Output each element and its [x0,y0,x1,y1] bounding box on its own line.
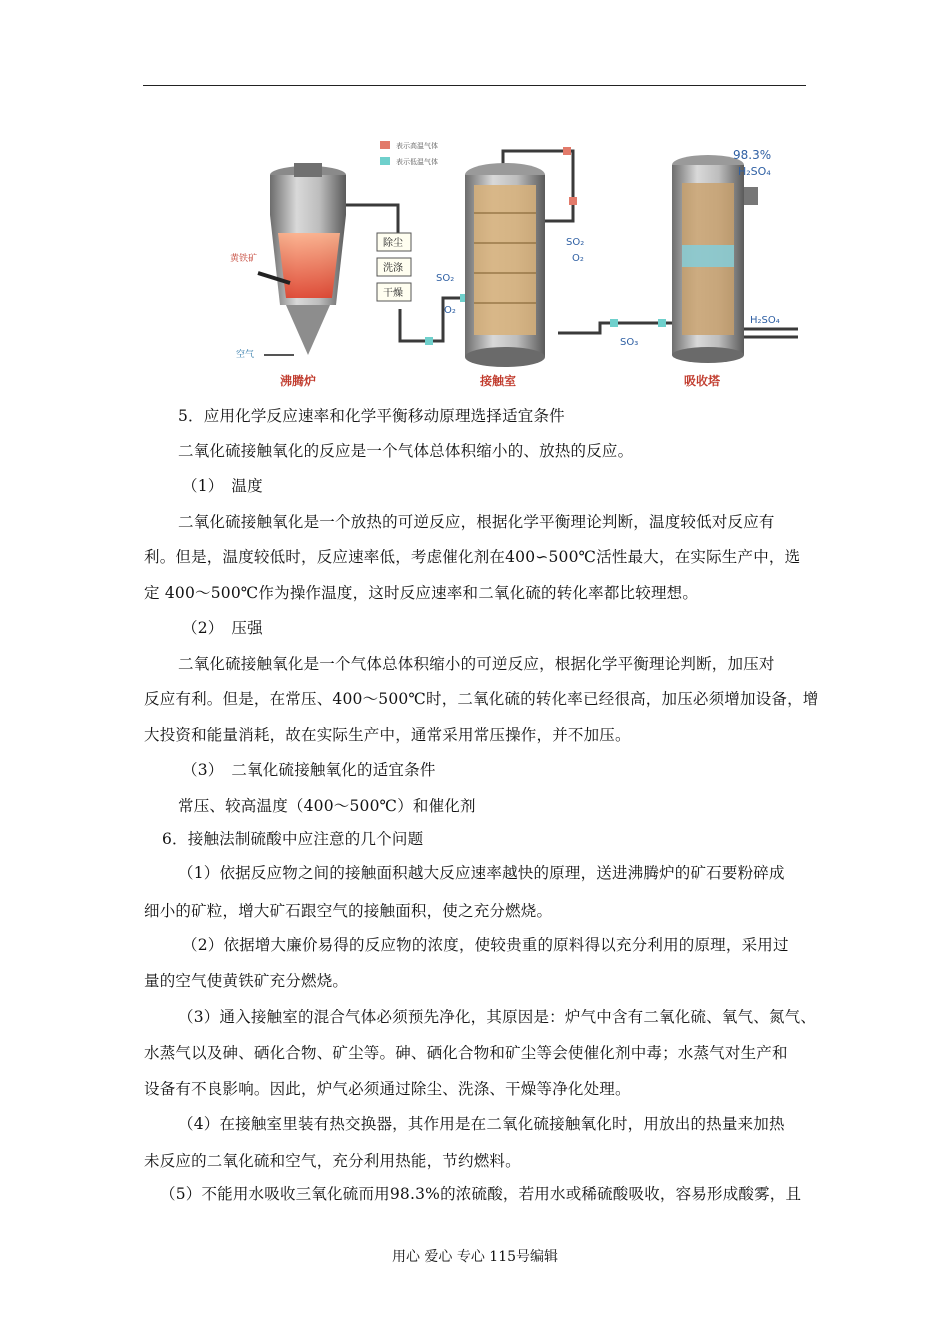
air-label: 空气 [236,350,255,360]
o2-in-label: O₂ [444,305,456,316]
boiling-furnace [270,163,346,355]
concentration-label: 98.3% [733,148,772,162]
section-6-heading: 6．接触法制硫酸中应注意的几个问题 [162,830,424,848]
paragraph-line: 二氧化硫接触氧化是一个放热的可逆反应，根据化学平衡理论判断，温度较低对反应有 [178,513,775,531]
section-5-heading: 5．应用化学反应速率和化学平衡移动原理选择适宜条件 [178,407,565,425]
subheading-pressure: （2） 压强 [182,619,263,637]
pipe-cold-marker [658,319,666,327]
h2so4-top-label: H₂SO₄ [738,165,771,178]
so2-loop-label: SO₂ [566,237,585,248]
paragraph-line: 大投资和能量消耗，故在实际生产中，通常采用常压操作，并不加压。 [144,726,631,744]
absorption-tower [672,155,758,363]
paragraph-line: （2）依据增大廉价易得的反应物的浓度，使较贵重的原料得以充分利用的原理，采用过 [182,936,789,954]
paragraph-line: 定 400～500℃作为操作温度，这时反应速率和二氧化硫的转化率都比较理想。 [144,584,699,602]
pipe-cold-marker [610,319,618,327]
h2so4-out-label: H₂SO₄ [750,315,780,326]
paragraph-line: 二氧化硫接触氧化是一个气体总体积缩小的可逆反应，根据化学平衡理论判断，加压对 [178,655,775,673]
paragraph-line: 常压、较高温度（400～500℃）和催化剂 [178,797,476,815]
subheading-temperature: （1） 温度 [182,477,263,495]
page-footer: 用心 爱心 专心 115号编辑 [391,1249,559,1265]
legend-cold-swatch [380,157,390,165]
furnace-caption: 沸腾炉 [280,374,317,388]
legend-cold-label: 表示低温气体 [396,158,438,166]
legend-hot-label: 表示高温气体 [396,142,438,150]
contact-caption: 接触室 [480,374,517,388]
paragraph-line: 反应有利。但是，在常压、400～500℃时，二氧化硫的转化率已经很高，加压必须增加设备，增 [144,690,819,708]
so2-in-label: SO₂ [436,273,455,284]
paragraph-line: （1）依据反应物之间的接触面积越大反应速率越快的原理，送进沸腾炉的矿石要粉碎成 [178,864,785,882]
pipe-cold-marker [425,337,433,345]
ore-label: 黄铁矿 [230,254,258,264]
paragraph-line: 量的空气使黄铁矿充分燃烧。 [144,972,349,990]
o2-loop-label: O₂ [572,253,584,264]
paragraph-line: 水蒸气以及砷、硒化合物、矿尘等。砷、硒化合物和矿尘等会使催化剂中毒；水蒸气对生产和 [144,1044,788,1062]
paragraph-line: （5）不能用水吸收三氧化硫而用98.3%的浓硫酸，若用水或稀硫酸吸收，容易形成酸雾，且 [160,1185,802,1203]
dust-removal-label: 除尘 [383,238,403,249]
subheading-conditions: （3） 二氧化硫接触氧化的适宜条件 [182,761,436,779]
legend-hot-swatch [380,141,390,149]
header-rule [143,85,806,86]
paragraph-line: 设备有不良影响。因此，炉气必须通过除尘、洗涤、干燥等净化处理。 [144,1080,631,1098]
pipe-hot-marker [569,197,577,205]
so3-label: SO₃ [620,337,639,348]
pipe-hot-marker [563,147,571,155]
paragraph-line: （4）在接触室里装有热交换器，其作用是在二氧化硫接触氧化时，用放出的热量来加热 [178,1115,785,1133]
absorb-caption: 吸收塔 [684,374,721,388]
paragraph-line: 未反应的二氧化硫和空气，充分利用热能，节约燃料。 [144,1152,521,1170]
paragraph-line: 利。但是，温度较低时，反应速率低，考虑催化剂在400∽500℃活性最大，在实际生产中，选 [144,548,801,566]
contact-chamber [465,163,545,367]
paragraph-line: 细小的矿粒，增大矿石跟空气的接触面积，使之充分燃烧。 [144,902,553,920]
paragraph-line: 二氧化硫接触氧化的反应是一个气体总体积缩小的、放热的反应。 [178,442,634,460]
sulfuric-acid-process-diagram [228,133,806,395]
drying-label: 干燥 [383,288,403,299]
washing-label: 洗涤 [383,263,403,274]
paragraph-line: （3）通入接触室的混合气体必须预先净化，其原因是：炉气中含有二氧化硫、氧气、氮气、 [178,1008,817,1026]
